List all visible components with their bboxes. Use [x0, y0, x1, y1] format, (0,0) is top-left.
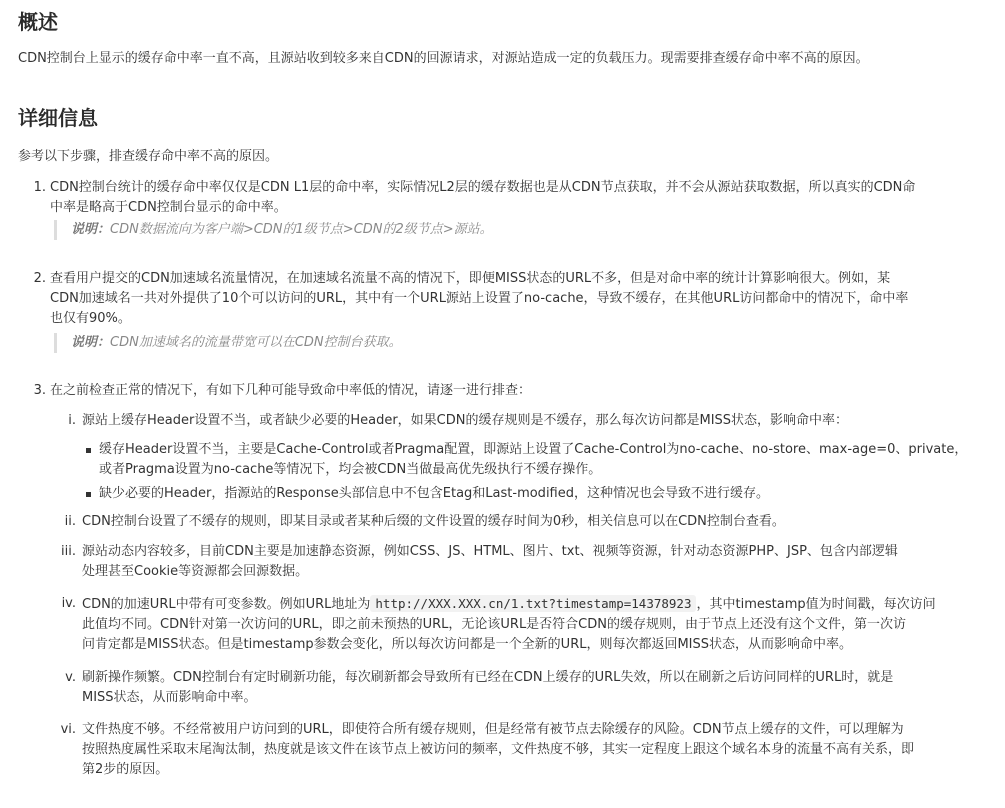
- note-callout: [54, 220, 493, 240]
- cause-i-text: 源站上缓存Header设置不当，或者缺少必要的Header，如果CDN的缓存规则是不缓存，那么每次访问都是MISS状态，影响命中率：: [82, 413, 849, 428]
- text-line: 按照热度属性采取末尾淘汰制，热度就是该文件在该节点上被访问的频率，文件热度不够，其实一定程度上跟这个域名本身的流量不高有关系，即: [82, 742, 915, 757]
- cause-number: vi.: [60, 722, 76, 737]
- bullet-marker: [86, 448, 91, 453]
- note-label: 说明：: [71, 335, 111, 350]
- text-line: 或者Pragma设置为no-cache等情况下，均会被CDN当做最高优先级执行不缓存操作。: [99, 462, 602, 477]
- text-line: 查看用户提交的CDN加速域名流量情况，在加速域名流量不高的情况下，即便MISS状态的URL不多，但是对命中率的统计计算影响很大。例如，某: [50, 271, 891, 286]
- cause-iii-text: [82, 542, 992, 582]
- note-text: CDN加速域名的流量带宽可以在CDN控制台获取。: [110, 335, 402, 350]
- cause-ii-text: CDN控制台设置了不缓存的规则，即某目录或者某种后缀的文件设置的缓存时间为0秒，相关信息可以在CDN控制台查看。: [82, 514, 785, 529]
- step-number: 1.: [33, 180, 46, 195]
- text-line: 中率是略高于CDN控制台显示的命中率。: [50, 200, 287, 215]
- text-line: [82, 594, 992, 615]
- overview-paragraph: CDN控制台上显示的缓存命中率一直不高，且源站收到较多来自CDN的回源请求，对源站造成一定的负载压力。现需要排查缓存命中率不高的原因。: [18, 51, 869, 66]
- text-line: 文件热度不够。不经常被用户访问到的URL，即使符合所有缓存规则，但是经常有被节点去除缓存的风险。CDN节点上缓存的文件，可以理解为: [82, 722, 904, 737]
- bullet-text: 缺少必要的Header，指源站的Response头部信息中不包含Etag和Last-modified，这种情况也会导致不进行缓存。: [99, 486, 769, 501]
- cause-number: v.: [65, 670, 76, 685]
- cause-v-text: [82, 668, 992, 708]
- example-url-code: http://XXX.XXX.cn/1.txt?timestamp=14378923: [370, 595, 696, 612]
- cause-number: i.: [68, 413, 76, 428]
- cause-number: iii.: [61, 544, 76, 559]
- detail-intro: 参考以下步骤，排查缓存命中率不高的原因。: [18, 149, 279, 164]
- step-number: 3.: [33, 383, 46, 398]
- bullet-marker: [86, 492, 91, 497]
- text-line: 第2步的原因。: [82, 762, 169, 777]
- text-line: CDN加速域名一共对外提供了10个可以访问的URL，其中有一个URL源站上设置了no-cache，导致不缓存，在其他URL访问都命中的情况下，命中率: [50, 291, 909, 306]
- text-line: 也仅有90%。: [50, 311, 131, 326]
- step-1-text: [50, 178, 990, 218]
- step-number: 2.: [33, 271, 46, 286]
- text-line: 问肯定都是MISS状态。但是timestamp参数会变化，所以每次访问都是一个全新的URL，则每次都返回MISS状态，从而影响命中率。: [82, 637, 853, 652]
- step-3-text: 在之前检查正常的情况下，有如下几种可能导致命中率低的情况，请逐一进行排查：: [50, 383, 532, 398]
- text-line: MISS状态，从而影响命中率。: [82, 690, 257, 705]
- text-line: CDN控制台统计的缓存命中率仅仅是CDN L1层的命中率，实际情况L2层的缓存数据也是从CDN节点获取，并不会从源站获取数据，所以真实的CDN命: [50, 180, 916, 195]
- overview-heading: 概述: [18, 10, 58, 34]
- text-line: 源站动态内容较多，目前CDN主要是加速静态资源，例如CSS、JS、HTML、图片、txt、视频等资源，针对动态资源PHP、JSP、包含内部逻辑: [82, 544, 898, 559]
- text-line: 此值均不同。CDN针对第一次访问的URL，即之前未预热的URL，无论该URL是否符合CDN的缓存规则，由于节点上还没有这个文件，第一次访: [82, 617, 906, 632]
- text-segment: CDN的加速URL中带有可变参数。例如URL地址为: [82, 597, 371, 612]
- cause-vi-text: [82, 720, 992, 780]
- cause-number: ii.: [64, 514, 76, 529]
- note-label: 说明：: [71, 222, 111, 237]
- text-line: 缓存Header设置不当，主要是Cache-Control或者Pragma配置，即源站上设置了Cache-Control为no-cache、no-store、max-age=0、private，: [99, 442, 968, 457]
- step-2-text: [50, 269, 990, 329]
- text-line: 处理甚至Cookie等资源都会回源数据。: [82, 564, 309, 579]
- bullet-text: [99, 440, 994, 480]
- text-segment: ，其中timestamp值为时间戳，每次访问: [696, 597, 936, 612]
- cause-number: iv.: [61, 596, 76, 611]
- cause-iv-text: [82, 594, 992, 655]
- note-callout: [54, 333, 402, 353]
- note-text: CDN数据流向为客户端>CDN的1级节点>CDN的2级节点>源站。: [110, 222, 493, 237]
- text-line: 刷新操作频繁。CDN控制台有定时刷新功能，每次刷新都会导致所有已经在CDN上缓存的URL失效，所以在刷新之后访问同样的URL时，就是: [82, 670, 894, 685]
- detail-heading: 详细信息: [18, 106, 98, 130]
